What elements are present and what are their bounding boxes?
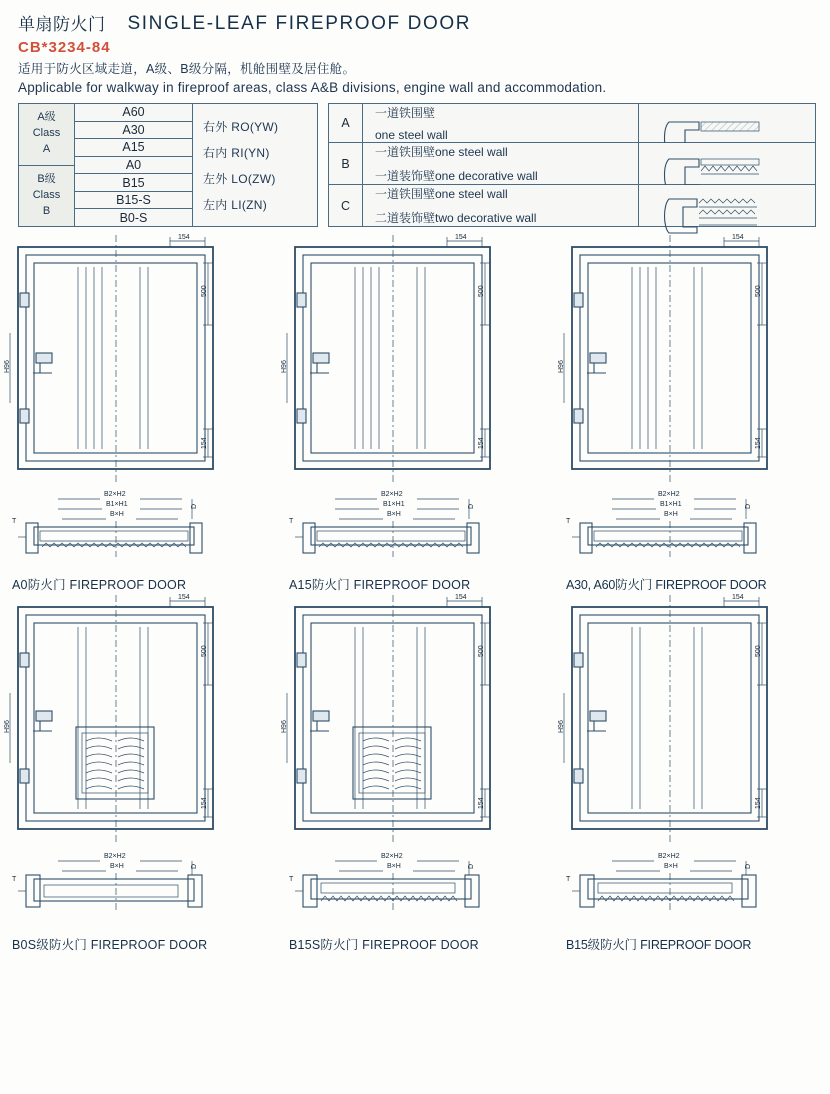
cell-caption: [554, 573, 830, 593]
svg-text:B2×H2: B2×H2: [381, 491, 403, 498]
wall-desc-line: 二道装饰壁two decorative wall: [375, 211, 537, 225]
class-table: [18, 103, 318, 227]
elevation-view: [554, 233, 830, 485]
wall-desc-line: 一道铁围壁one steel wall: [375, 187, 508, 201]
wall-desc-line: one steel wall: [375, 128, 448, 142]
svg-text:B2×H2: B2×H2: [381, 853, 403, 860]
cell-caption: [0, 573, 277, 593]
hand-option: 右外 RO(YW): [203, 119, 279, 134]
elevation-view: [0, 233, 277, 485]
svg-text:500: 500: [478, 645, 485, 657]
caption-cn: A0防火门: [12, 578, 66, 592]
wall-table: [328, 103, 816, 227]
class-a-label-cn: A级: [37, 111, 56, 124]
svg-text:B×H: B×H: [387, 863, 401, 870]
section-view: [554, 485, 830, 573]
svg-text:154: 154: [201, 797, 208, 809]
hand-option: 左内 LI(ZN): [203, 197, 268, 212]
page-title-en: SINGLE-LEAF FIREPROOF DOOR: [127, 13, 472, 34]
svg-text:154: 154: [478, 437, 485, 449]
class-a-label-letter: A: [42, 143, 51, 156]
svg-text:154: 154: [755, 437, 762, 449]
svg-text:B×H: B×H: [387, 511, 401, 518]
svg-text:H96: H96: [4, 720, 11, 733]
svg-text:B2×H2: B2×H2: [104, 853, 126, 860]
elevation-view: [277, 593, 554, 845]
dim-t: T: [12, 518, 17, 525]
class-b-label-letter: B: [42, 204, 51, 217]
class-group-column: [19, 104, 75, 226]
caption-cn: A15防火门: [289, 578, 350, 592]
drawing-row-1: [0, 233, 830, 593]
standard-code: CB*3234-84: [18, 39, 111, 56]
svg-text:D: D: [745, 503, 752, 509]
dim-bottom-right: 154: [201, 437, 208, 449]
caption-cn: A30, A60防火门: [566, 578, 653, 592]
dim-bh: B×H: [110, 511, 124, 518]
dim-d: D: [191, 503, 198, 509]
grade-cell: B0-S: [75, 209, 192, 226]
table-row: [329, 143, 815, 185]
class-group-a: [19, 104, 74, 166]
svg-text:B×H: B×H: [664, 511, 678, 518]
cell-caption: [277, 573, 554, 593]
wall-code: B: [329, 143, 363, 184]
elevation-view: [277, 233, 554, 485]
svg-text:T: T: [289, 876, 294, 883]
svg-text:T: T: [289, 518, 294, 525]
wall-section-diagram-c: [639, 185, 815, 226]
svg-text:D: D: [191, 863, 198, 869]
section-view: [554, 845, 830, 933]
grade-cell: B15-S: [75, 192, 192, 210]
drawing-cell-b15: [554, 593, 830, 953]
svg-text:D: D: [745, 863, 752, 869]
svg-text:154: 154: [455, 234, 467, 241]
caption-en: FIREPROOF DOOR: [655, 578, 767, 592]
svg-text:B1×H1: B1×H1: [383, 501, 405, 508]
grade-column: [75, 104, 193, 226]
caption-cn: B0S级防火门: [12, 938, 88, 952]
elevation-view: [554, 593, 830, 845]
svg-text:500: 500: [755, 285, 762, 297]
wall-desc-line: 一道装饰壁one decorative wall: [375, 169, 538, 183]
svg-text:154: 154: [732, 594, 744, 601]
cell-caption: [277, 933, 554, 953]
drawing-cell-b15s: [277, 593, 554, 953]
svg-text:D: D: [468, 503, 475, 509]
svg-text:T: T: [566, 876, 571, 883]
section-view: [277, 485, 554, 573]
drawing-grid: [0, 227, 830, 953]
hand-option: 右内 RI(YN): [203, 145, 270, 160]
svg-text:B2×H2: B2×H2: [658, 491, 680, 498]
cell-caption: [554, 933, 830, 953]
caption-en: FIREPROOF DOOR: [69, 578, 187, 592]
page-title-cn: 单扇防火门: [18, 15, 106, 34]
spec-tables: [0, 95, 830, 227]
caption-en: FIREPROOF DOOR: [90, 938, 208, 952]
svg-text:B1×H1: B1×H1: [660, 501, 682, 508]
dim-top-width: 154: [178, 234, 190, 241]
wall-desc-line: 一道铁围壁one steel wall: [375, 145, 508, 159]
dim-b1h1: B1×H1: [106, 501, 128, 508]
class-b-label-class: Class: [32, 188, 61, 201]
svg-text:154: 154: [455, 594, 467, 601]
table-row: [329, 185, 815, 226]
svg-text:H96: H96: [281, 360, 288, 373]
class-b-label-cn: B级: [37, 172, 56, 185]
section-view: [0, 485, 277, 573]
elevation-view: [0, 593, 277, 845]
cell-caption: [0, 933, 277, 953]
svg-text:500: 500: [201, 645, 208, 657]
description-cn: 适用于防火区域走道，A级、B级分隔，机舱围壁及居住舱。: [18, 62, 356, 76]
drawing-cell-a15: [277, 233, 554, 593]
svg-text:H96: H96: [558, 360, 565, 373]
grade-cell: A0: [75, 157, 192, 175]
hand-option: 左外 LO(ZW): [203, 171, 276, 186]
svg-text:T: T: [566, 518, 571, 525]
svg-text:500: 500: [755, 645, 762, 657]
wall-desc: [363, 185, 639, 226]
wall-desc-line: 一道铁围壁: [375, 106, 436, 120]
hand-option-column: [193, 104, 317, 226]
svg-text:154: 154: [755, 797, 762, 809]
svg-text:B×H: B×H: [664, 863, 678, 870]
caption-en: FIREPROOF DOOR: [353, 578, 471, 592]
caption-cn: B15S防火门: [289, 938, 359, 952]
svg-text:T: T: [12, 876, 17, 883]
caption-en: FIREPROOF DOOR: [362, 938, 479, 952]
grade-cell: A60: [75, 104, 192, 122]
wall-code: A: [329, 104, 363, 142]
svg-text:154: 154: [178, 594, 190, 601]
svg-text:B×H: B×H: [110, 863, 124, 870]
section-view: [0, 845, 277, 933]
drawing-cell-a30-a60: [554, 233, 830, 593]
section-view: [277, 845, 554, 933]
svg-text:154: 154: [732, 234, 744, 241]
wall-code: C: [329, 185, 363, 226]
svg-text:500: 500: [478, 285, 485, 297]
svg-text:B2×H2: B2×H2: [658, 853, 680, 860]
svg-text:H96: H96: [558, 720, 565, 733]
grade-cell: B15: [75, 174, 192, 192]
drawing-cell-a0: [0, 233, 277, 593]
dim-500: 500: [201, 285, 208, 297]
dim-height: H96: [4, 360, 11, 373]
caption-en: FIREPROOF DOOR: [640, 938, 752, 952]
caption-cn: B15级防火门: [566, 938, 637, 952]
table-row: [329, 104, 815, 143]
svg-text:D: D: [468, 863, 475, 869]
class-a-label-class: Class: [32, 127, 61, 140]
wall-desc: [363, 143, 639, 184]
svg-text:154: 154: [478, 797, 485, 809]
dim-b2h2: B2×H2: [104, 491, 126, 498]
wall-desc: [363, 104, 639, 142]
description-en: Applicable for walkway in fireproof areas, class A&B divisions, engine wall and accommodation.: [18, 80, 607, 95]
svg-text:H96: H96: [281, 720, 288, 733]
class-group-b: [19, 166, 74, 227]
page-header: [0, 0, 830, 95]
drawing-row-2: [0, 593, 830, 953]
wall-section-diagram-a: [639, 104, 815, 142]
grade-cell: A30: [75, 122, 192, 140]
grade-cell: A15: [75, 139, 192, 157]
wall-section-diagram-b: [639, 143, 815, 184]
drawing-cell-b0s: [0, 593, 277, 953]
